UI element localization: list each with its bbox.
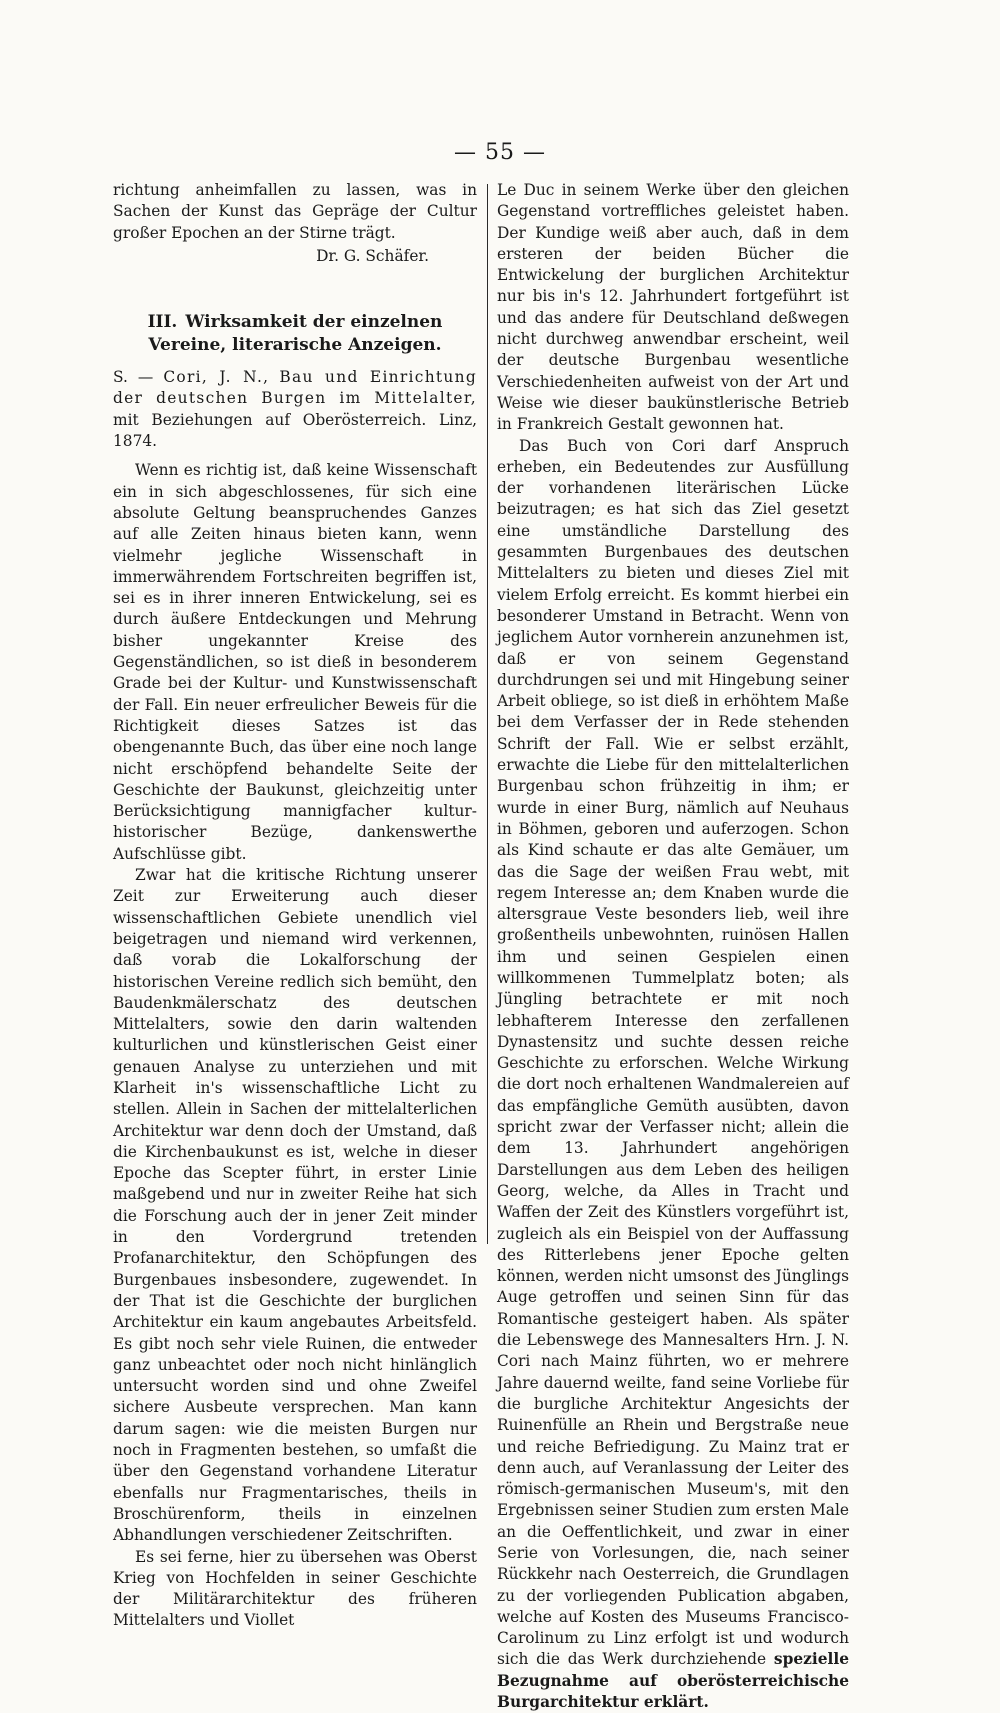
paragraph: Zwar hat die kritische Richtung unserer Zeit zur Erweiterung auch dieser wissenschaftlichen Gebiete unendlich viel beigetragen und niemand wird verkennen, daß vorab die Lokalforschung der historischen Vereine redlich sich bemüht, den Baudenkmälerschatz des deutschen Mittelalters, sowie den darin waltenden kulturlichen und künstlerischen Geist einer genauen Analyse zu unterziehen und mit Klarheit in's wissenschaftliche Licht zu stellen. Allein in Sachen der mittelalterlichen Architektur war denn doch der Umstand, daß die Kirchenbaukunst es ist, welche in dieser Epoche das Scepter führt, in erster Linie maßgebend und nur in zweiter Reihe hat sich die Forschung auch der in jener Zeit minder in den Vordergrund tretenden Profanarchitektur, den Schöpfungen des Burgenbaues insbesondere, zugewendet. In der That ist die Geschichte der burglichen Architektur ein kaum angebautes Arbeitsfeld. Es gibt noch sehr viele Ruinen, die entweder ganz unbeachtet oder noch nicht hinlänglich untersucht worden sind und ohne Zweifel sichere Ausbeute versprechen. Man kann darum sagen: wie die meisten Burgen nur noch in Fragmenten bestehen, so umfaßt die über den Gegenstand vorhandene Literatur ebenfalls nur Fragmentarisches, theils in Broschürenform, theils in einzelnen Abhandlungen verschiedener Zeitschriften. — [113, 866, 477, 1545]
paragraph: Le Duc in seinem Werke über den gleichen Gegenstand vortreffliches geleistet haben. Der Kundige weiß aber auch, daß in dem ersteren der beiden Bücher die Entwickelung der burglichen Architektur nur bis in's 12. Jahrhundert fortgeführt ist und das andere für Deutschland deßwegen nicht durchweg anwendbar erscheint, weil der deutsche Burgenbau wesentliche Verschiedenheiten aufweist von der Art und Weise wie dieser baukünstlerische Betrieb in Frankreich Gestalt gewonnen hat. — [497, 181, 849, 434]
bold-closing-text: spezielle Bezugnahme auf oberösterreichische Burgarchitektur erklärt. — [497, 1650, 849, 1712]
author-signature: Dr. G. Schäfer. — [316, 246, 429, 265]
section-numeral: III. — [147, 312, 178, 333]
paragraph-with-bold-ending — [497, 436, 849, 1713]
section-heading — [125, 311, 465, 357]
column-divider — [487, 184, 488, 1244]
right-column — [497, 180, 849, 1713]
paragraph: Es sei ferne, hier zu übersehen was Oberst Krieg von Hochfelden in seiner Geschichte der Militärarchitektur des früheren Mittelalters und Viollet — [113, 1547, 477, 1630]
review-citation — [113, 367, 477, 452]
page-number: — 55 — — [454, 140, 546, 165]
section-title: Wirksamkeit der einzelnen Vereine, literarische Anzeigen. — [148, 312, 443, 356]
review-author: Cori, J. N., — [163, 368, 270, 387]
opening-text: richtung anheimfallen zu lassen, was in Sachen der Kunst das Gepräge der Cultur großer Epochen an der Stirne trägt. — [113, 181, 477, 242]
review-subtitle: mit Beziehungen auf Oberösterreich. Linz, 1874. — [113, 410, 477, 451]
paragraph-text: Das Buch von Cori darf Anspruch erheben, ein Bedeutendes zur Ausfüllung der vorhandenen literärischen Lücke beizutragen; es hat sich das Ziel gesetzt eine umständliche Darstellung des gesammten Burgenbaues des deutschen Mittelalters zu bieten und dieses Ziel mit vielem Erfolg erreicht. Es kommt hierbei ein besonderer Umstand in Betracht. Wenn von jeglichem Autor vornherein anzunehmen ist, daß er von seinem Gegenstand durchdrungen sei und mit Hingebung seiner Arbeit obliege, so ist dieß in erhöhtem Maße bei dem Verfasser der in Rede stehenden Schrift der Fall. Wie er selbst erzählt, erwachte die Liebe für den mittelalterlichen Burgenbau schon frühzeitig in ihm; er wurde in einer Burg, nämlich auf Neuhaus in Böhmen, geboren und auferzogen. Schon als Kind schaute er das alte Gemäuer, um das die Sage der weißen Frau webt, mit regem Interesse an; dem Knaben wurde die altersgraue Veste besonders lieb, weil ihre großentheils unbewohnten, ruinösen Hallen ihm und seinen Gespielen einen willkommenen Tummelplatz boten; als Jüngling betrachtete er mit noch lebhafterem Interesse den zerfallenen Dynastensitz und suchte dessen reiche Geschichte zu erforschen. Welche Wirkung die dort noch erhaltenen Wandmalereien auf das empfängliche Gemüth ausübten, davon spricht zwar der Verfasser nicht; allein die dem 13. Jahrhundert angehörigen Darstellungen aus dem Leben des heiligen Georg, welche, da Alles in Tracht und Waffen der Zeit des Künstlers vorgeführt ist, zugleich als ein Beispiel von der Auffassung des Ritterlebens jener Epoche gelten können, werden nicht umsonst des Jünglings Auge getroffen und seinen Sinn für das Romantische gesteigert haben. Als später die Lebenswege des Mannesalters Hrn. J. N. Cori nach Mainz führten, wo er mehrere Jahre dauernd weilte, fand seine Vorliebe für die burgliche Architektur Angesichts der Ruinenfülle an Rhein und Bergstraße neue und reiche Befriedigung. Zu Mainz trat er denn auch, auf Veranlassung der Leiter des römisch-germanischen Museum's, mit den Ergebnissen seiner Studien zum ersten Male an die Oeffentlichkeit, und zwar in einer Serie von Vorlesungen, die, nach seiner Rückkehr nach Oesterreich, die Grundlagen zu der vorliegenden Publication abgaben, welche auf Kosten des Museums Francisco-Carolinum zu Linz erfolgt ist und wodurch sich die das Werk durchziehende — [497, 436, 849, 1669]
paragraph: Wenn es richtig ist, daß keine Wissenschaft ein in sich abgeschlossenes, für sich eine absolute Geltung beanspruchendes Ganzes auf alle Zeiten hinaus bieten kann, wenn vielmehr jegliche Wissenschaft in immerwährendem Fortschreiten begriffen ist, sei es in ihrer inneren Entwickelung, sei es durch äußere Entdeckungen und Mehrung bisher ungekannter Kreise des Gegenständlichen, so ist dieß in besonderem Grade bei der Kultur- und Kunstwissenschaft der Fall. Ein neuer erfreulicher Beweis für die Richtigkeit dieses Satzes ist das obengenannte Buch, das über eine noch lange nicht erschöpfend behandelte Seite der Geschichte der Baukunst, gleichzeitig unter Berücksichtigung mannigfacher kultur- historischer Bezüge, dankenswerthe Aufschlüsse gibt. — [113, 461, 477, 863]
review-marker: S. — — [113, 368, 154, 387]
review-title: Bau und Einrichtung der deutschen Burgen im Mittelalter, — [113, 368, 477, 408]
